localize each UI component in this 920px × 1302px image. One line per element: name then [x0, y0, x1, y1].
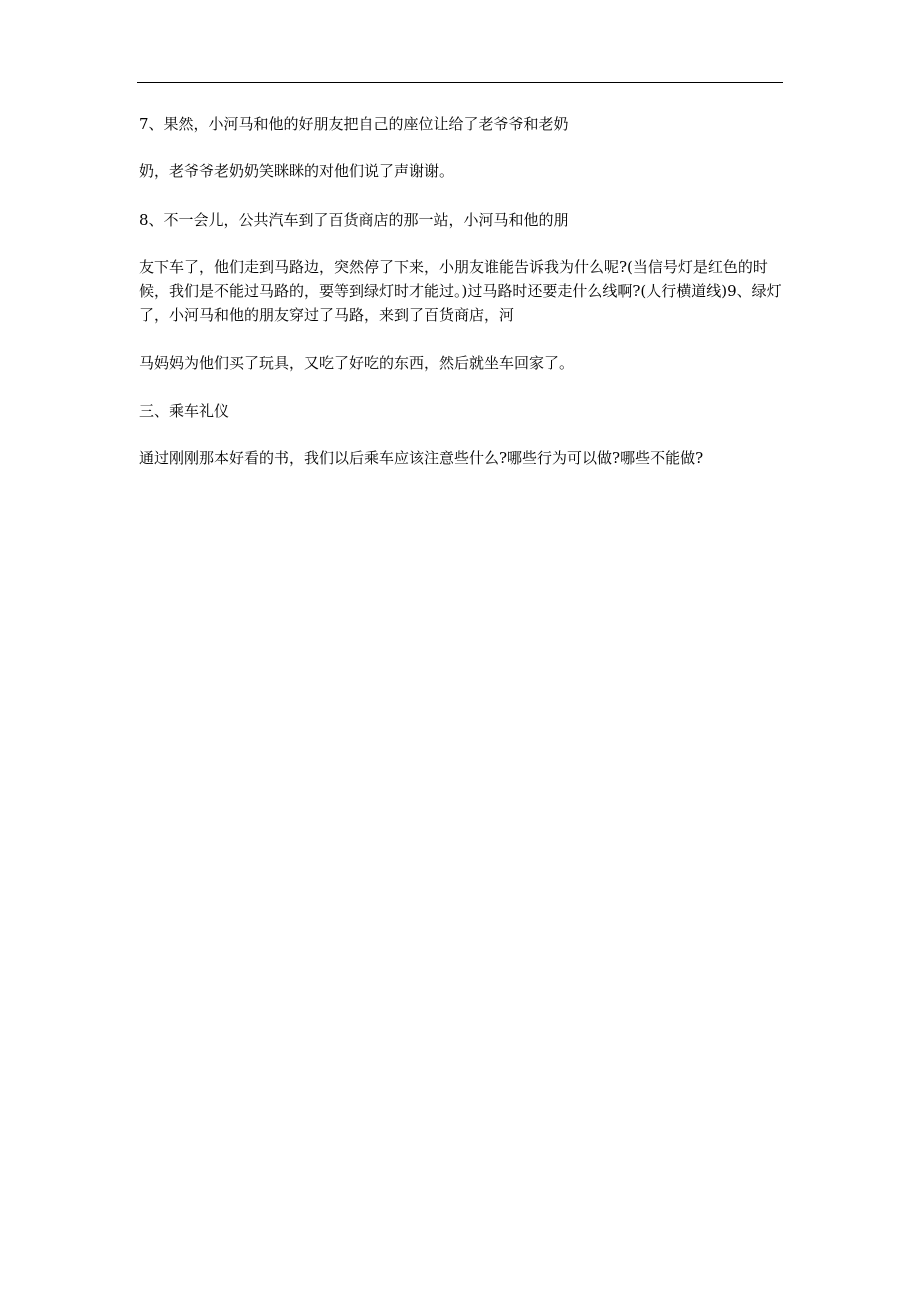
paragraph-step-7-continued: 奶，老爷爷老奶奶笑眯眯的对他们说了声谢谢。 [139, 162, 455, 180]
paragraph-step-9-continued: 马妈妈为他们买了玩具，又吃了好吃的东西，然后就坐车回家了。 [139, 354, 575, 372]
paragraph-step-8: 8、不一会儿，公共汽车到了百货商店的那一站，小河马和他的朋 [139, 211, 569, 229]
paragraph-discussion-question: 通过刚刚那本好看的书，我们以后乘车应该注意些什么?哪些行为可以做?哪些不能做? [139, 449, 704, 467]
section-heading: 三、乘车礼仪 [139, 402, 230, 420]
paragraph-step-8-continued: 友下车了，他们走到马路边，突然停了下来，小朋友谁能告诉我为什么呢?(当信号灯是红色的时候，我们是不能过马路的，要等到绿灯时才能过。)过马路时还要走什么线啊?(人行横道线)9、绿灯了，小河马和他的朋友穿过了马路，来到了百货商店，河 [139, 258, 782, 324]
header-rule [137, 82, 783, 83]
paragraph-step-7: 7、果然，小河马和他的好朋友把自己的座位让给了老爷爷和老奶 [139, 115, 569, 133]
